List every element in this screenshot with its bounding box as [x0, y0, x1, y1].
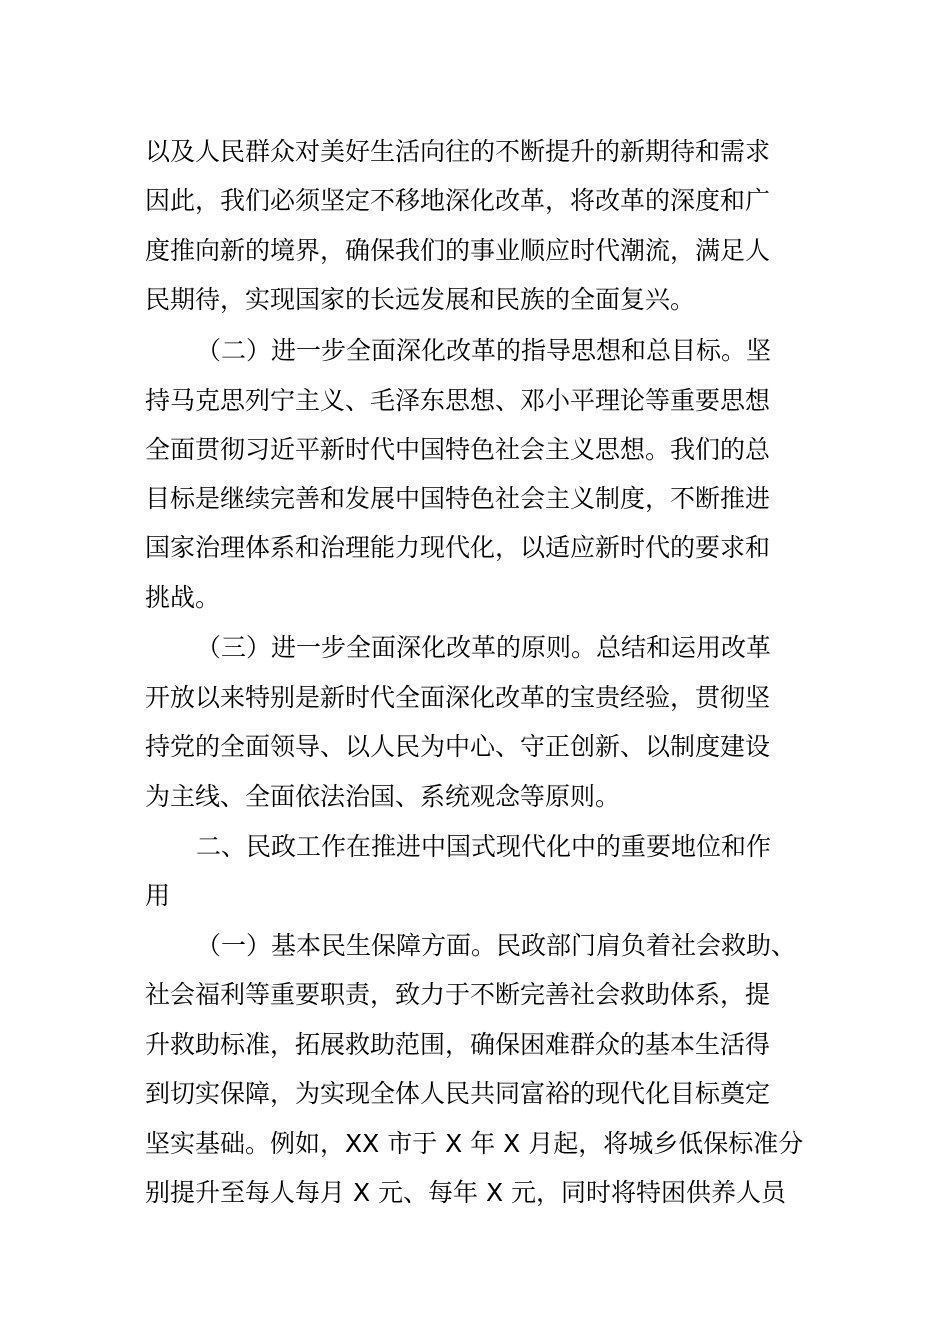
paragraph-heading: （一）基本民生保障方面。民政部门肩负着社会救助、 [196, 931, 797, 960]
text-line: 开放以来特别是新时代全面深化改革的宝贵经验，贯彻坚 [145, 683, 771, 712]
text-line: 持党的全面领导、以人民为中心、守正创新、以制度建设 [145, 732, 771, 761]
text-line: 别提升至每人每月 X 元、每年 X 元，同时将特困供养人员 [145, 1178, 787, 1207]
text-line: 度推向新的境界，确保我们的事业顺应时代潮流，满足人 [145, 236, 771, 265]
text-line: 因此，我们必须坚定不移地深化改革，将改革的深度和广 [145, 186, 771, 215]
paragraph-heading: （三）进一步全面深化改革的原则。总结和运用改革 [196, 633, 772, 662]
text-line: 坚实基础。例如，XX 市于 X 年 X 月起，将城乡低保标准分 [145, 1129, 804, 1158]
text-line: 目标是继续完善和发展中国特色社会主义制度，不断推进 [145, 484, 771, 513]
text-line: 为主线、全面依法治国、系统观念等原则。 [145, 782, 621, 811]
text-line: 挑战。 [145, 583, 221, 612]
text-line: 社会福利等重要职责，致力于不断完善社会救助体系，提 [145, 980, 771, 1009]
text-line: 持马克思列宁主义、毛泽东思想、邓小平理论等重要思想 [145, 386, 771, 415]
text-line: 到切实保障，为实现全体人民共同富裕的现代化目标奠定 [145, 1079, 771, 1108]
text-line: 以及人民群众对美好生活向往的不断提升的新期待和需求 [145, 137, 771, 166]
paragraph-heading: （二）进一步全面深化改革的指导思想和总目标。坚 [196, 336, 772, 365]
text-line: 民期待，实现国家的长远发展和民族的全面复兴。 [145, 285, 696, 314]
text-line: 全面贯彻习近平新时代中国特色社会主义思想。我们的总 [145, 435, 771, 464]
text-line: 升救助标准，拓展救助范围，确保困难群众的基本生活得 [145, 1030, 771, 1059]
section-heading: 二、民政工作在推进中国式现代化中的重要地位和作 [196, 832, 772, 861]
text-line: 国家治理体系和治理能力现代化，以适应新时代的要求和 [145, 533, 771, 562]
text-line: 用 [145, 881, 171, 910]
